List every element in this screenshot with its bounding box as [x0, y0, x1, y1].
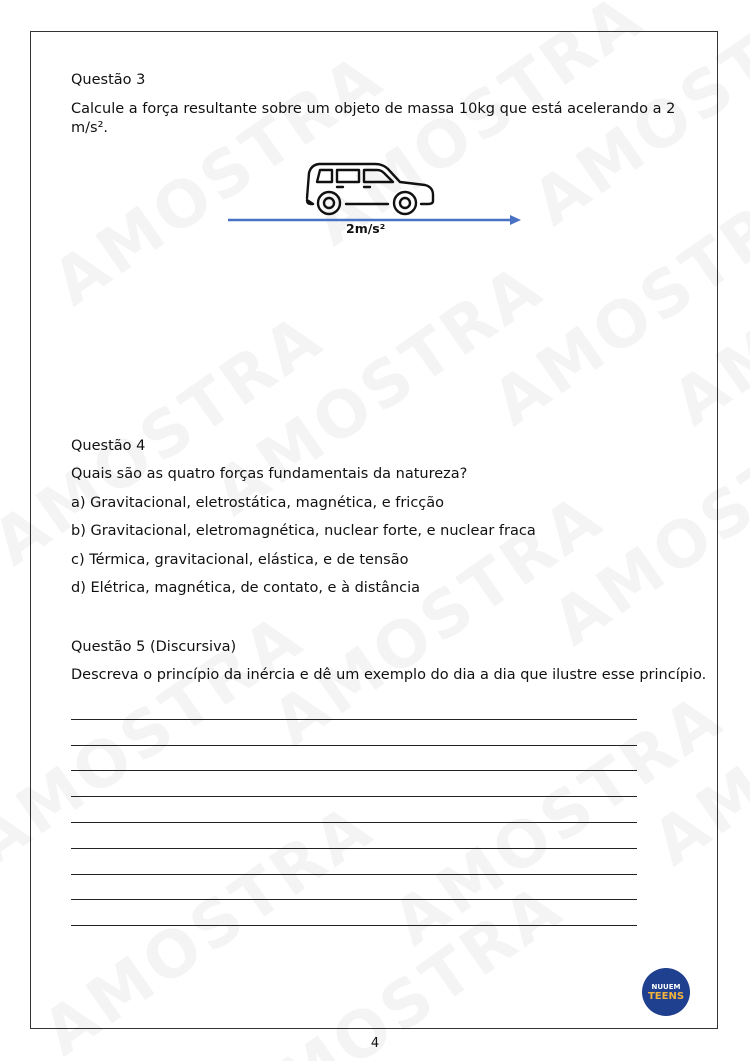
answer-line[interactable] — [71, 720, 637, 746]
page-number: 4 — [370, 1036, 380, 1051]
answer-line[interactable] — [71, 823, 637, 849]
answer-line[interactable] — [71, 797, 637, 823]
logo-text-line-2: TEENS — [647, 990, 685, 1002]
question-4-title: Questão 4 — [71, 438, 146, 454]
answer-lines — [71, 694, 637, 926]
question-5-text: Descreva o princípio da inércia e dê um exemplo do dia a dia que ilustre esse princípio. — [71, 667, 707, 683]
question-3-text-line-2: m/s². — [71, 120, 108, 136]
question-4-text: Quais são as quatro forças fundamentais da natureza? — [71, 466, 468, 482]
nuuem-teens-logo — [642, 968, 690, 1016]
acceleration-label: 2m/s² — [346, 221, 386, 236]
acceleration-arrow-head — [510, 215, 521, 225]
answer-line[interactable] — [71, 900, 637, 926]
answer-line[interactable] — [71, 771, 637, 797]
car-icon — [307, 164, 433, 214]
answer-line[interactable] — [71, 694, 637, 720]
question-3-text-line-1: Calcule a força resultante sobre um objeto de massa 10kg que está acelerando a 2 — [71, 101, 676, 117]
answer-line[interactable] — [71, 849, 637, 875]
question-5-title: Questão 5 (Discursiva) — [71, 639, 237, 655]
logo-text-line-1: NUUEM — [651, 982, 681, 991]
answer-line[interactable] — [71, 746, 637, 772]
question-3-title: Questão 3 — [71, 72, 146, 88]
answer-line[interactable] — [71, 875, 637, 901]
question-4-option-b: b) Gravitacional, eletromagnética, nuclear forte, e nuclear fraca — [71, 523, 536, 539]
question-4-option-d: d) Elétrica, magnética, de contato, e à distância — [71, 580, 421, 596]
question-4-option-c: c) Térmica, gravitacional, elástica, e de tensão — [71, 552, 409, 568]
question-4-option-a: a) Gravitacional, eletrostática, magnética, e fricção — [71, 495, 445, 511]
